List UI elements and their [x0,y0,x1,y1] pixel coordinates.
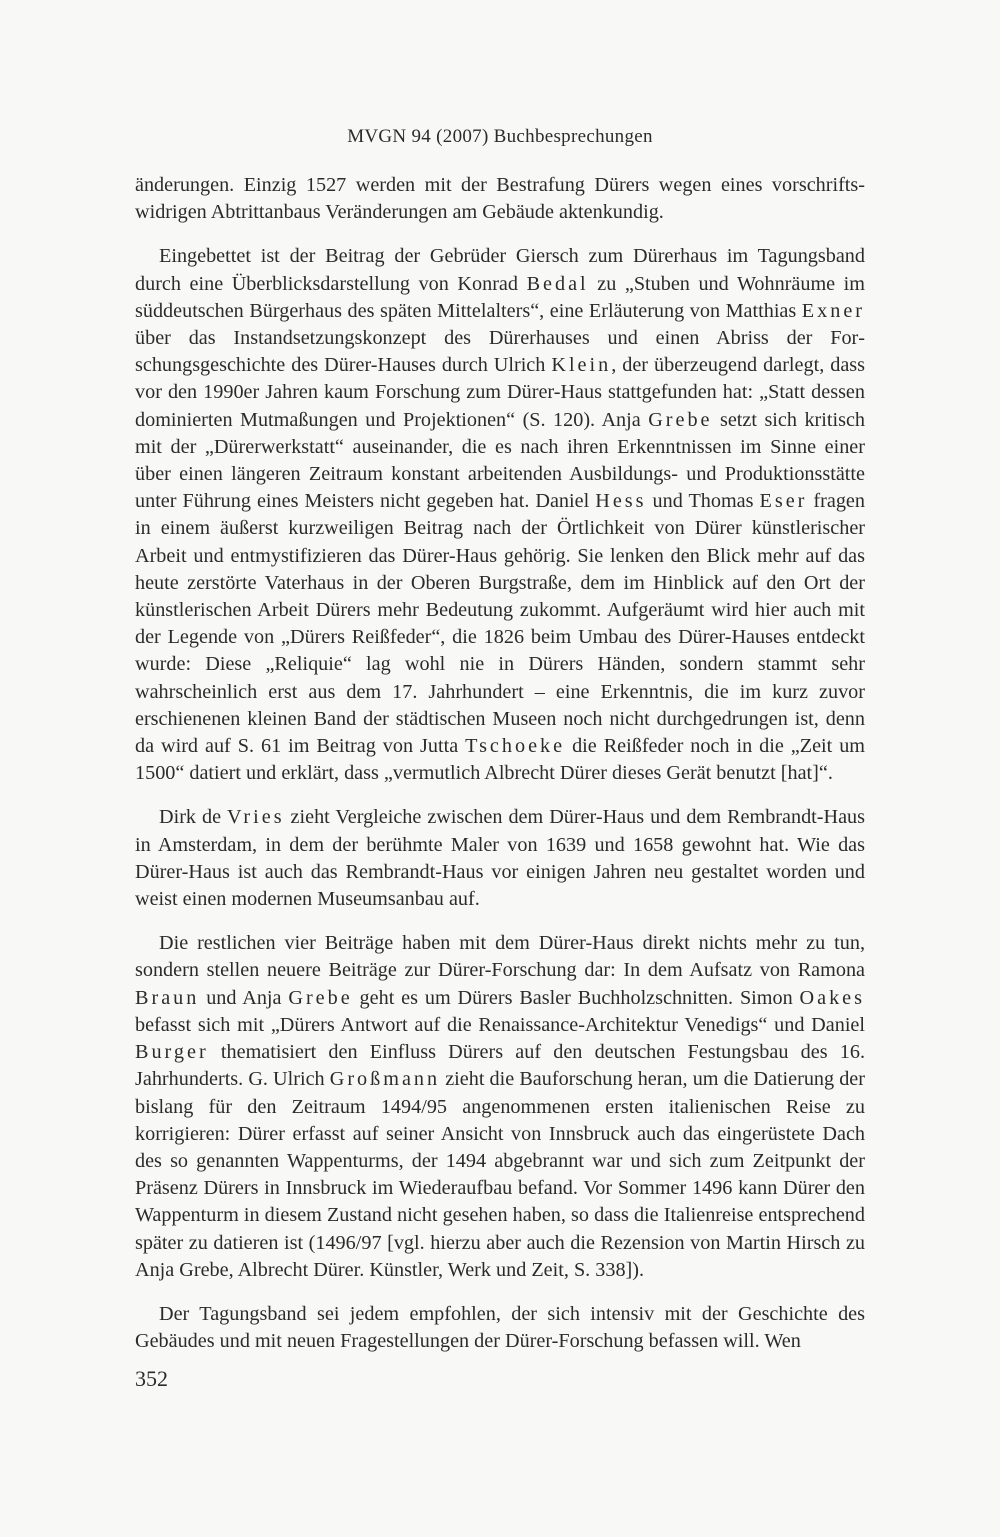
author-name-vries: Vries [227,806,285,829]
p2-text-f: und Thomas [646,490,760,513]
paragraph-1 [135,172,865,226]
p2-text-a: Eingebettet ist der Beitrag der Gebrüder Giersch zum Dürerhaus im Tagungsband durch eine Überblicksdarstellung von Konrad [135,245,865,295]
author-name-grebe-2: Grebe [288,986,353,1009]
p4-text-c: geht es um Dürers Basler Buchholzschnitten. Simon [352,986,800,1009]
author-name-burger: Burger [135,1041,209,1064]
p2-text-h: die Reißfeder noch in die „Zeit um 1500“ datiert und erklärt, dass „vermutlich Albrecht Dürer dieses Gerät benutzt [hat]“. [135,735,866,785]
author-name-klein: Klein [551,354,612,377]
paragraph-5 [135,1301,865,1355]
author-name-bedal: Bedal [526,272,589,295]
paragraph-2 [135,243,865,787]
p2-text-d: , der überzeugend darlegt, dass vor den 1990er Jahren kaum Forschung zum Dürer-Haus stattgefunden hat: „Statt dessen dominierten Mutmaßungen und Projektionen“ (S. 120). Anja [135,354,865,431]
author-name-hess: Hess [595,490,647,513]
p2-text-g: fragen in einem äußerst kurzweiligen Beitrag nach der Örtlichkeit von Dürer künstlerischer Arbeit und entmystifizieren das Dürer-Haus gehörig. Sie lenken den Blick mehr auf das heute zerstörte Vaterhaus in der Oberen Burgstraße, dem im Hinblick auf den Ort der künstlerischen Arbeit Dürers mehr Bedeutung zukommt. Aufgeräumt wird hier auch mit der Legende von „Dürers Reißfeder“, die 1826 beim Umbau des Dürer-Hauses entdeckt wurde: Diese „Reliquie“ lag wohl nie in Dürers Händen, sondern stammt sehr wahrscheinlich erst aus dem 17. Jahrhundert – eine Erkenntnis, die im kurz zuvor erschienenen kleinen Band der städtischen Museen noch nicht durchgedrungen ist, denn da wird auf S. 61 im Beitrag von Jutta [135,490,865,758]
p4-text-a: Die restlichen vier Beiträge haben mit dem Dürer-Haus direkt nichts mehr zu tun, sondern stellen neuere Beiträge zur Dürer-Forschung dar: In dem Aufsatz von Ramona [135,932,865,982]
author-name-grossmann: Großmann [329,1068,441,1091]
p4-text-f: zieht die Bauforschung heran, um die Datierung der bislang für den Zeitraum 1494/95 angenommenen ersten italienischen Reise zu korrigieren: Dürer erfasst auf seiner Ansicht von Innsbruck auch das eingerüstete Dach des so genannten Wappenturms, der 1494 abgebrannt war und sich zum Zeitpunkt der Präsenz Dürers in Innsbruck im Wiederaufbau befand. Vor Sommer 1496 kann Dürer den Wappenturm in diesem Zustand nicht gesehen haben, so dass die Italienreise entsprechend später zu datieren ist (1496/97 [vgl. hierzu aber auch die Rezension von Martin Hirsch zu Anja Grebe, Albrecht Dürer. Künstler, Werk und Zeit, S. 338]). [135,1068,865,1281]
author-name-tschoeke: Tschoeke [465,735,566,758]
p4-text-b: und Anja [199,986,289,1009]
p4-text-e: thematisiert den Einfluss Dürers auf den deutschen Festungsbau des 16. Jahrhunderts. G. Ulrich [135,1041,865,1091]
paragraph-5-text: Der Tagungsband sei jedem empfohlen, der sich intensiv mit der Geschichte des Gebäudes und mit neuen Fragestellungen der Dürer-Forschung befassen will. Wen [135,1302,865,1353]
paragraph-1-text: änderungen. Einzig 1527 werden mit der Bestrafung Dürers wegen eines vorschriftswidrigen Abtrittanbaus Veränderungen am Gebäude aktenkundig. [135,174,865,224]
page-number: 352 [135,1366,168,1391]
author-name-exner: Exner [801,299,865,322]
p2-text-c: über das Instandsetzungskonzept des Dürerhauses und einen Abriss der Forschungsgeschichte des Dürer-Hauses durch Ulrich [135,327,865,377]
paragraph-4 [135,930,865,1284]
body-text [135,172,865,1372]
p3-text-a: Dirk de [159,806,228,829]
paragraph-3 [135,804,865,913]
running-head: MVGN 94 (2007) Buchbesprechungen [347,126,653,147]
p3-text-b: zieht Vergleiche zwischen dem Dürer-Haus und dem Rembrandt-Haus in Amsterdam, in dem der berühmte Maler von 1639 und 1658 gewohnt hat. Wie das Dürer-Haus ist auch das Rembrandt-Haus vor einigen Jahren neu gestaltet worden und weist einen modernen Museumsanbau auf. [135,806,865,911]
author-name-eser: Eser [759,490,808,513]
author-name-grebe: Grebe [648,408,713,431]
author-name-oakes: Oakes [799,986,865,1009]
p2-text-b: zu „Stuben und Wohnräume im süddeutschen Bürgerhaus des späten Mittelalters“, eine Erläuterung von Matthias [135,272,865,322]
author-name-braun: Braun [135,986,200,1009]
p4-text-d: befasst sich mit „Dürers Antwort auf die Renaissance-Architektur Venedigs“ und Daniel [135,1013,865,1036]
p2-text-e: setzt sich kritisch mit der „Dürerwerkstatt“ auseinander, die es nach ihren Erkenntnissen im Sinne einer über einen längeren Zeitraum konstant arbeitenden Ausbildungs- und Produktionsstätte unter Führung eines Meisters nicht gegeben hat. Daniel [135,408,865,513]
